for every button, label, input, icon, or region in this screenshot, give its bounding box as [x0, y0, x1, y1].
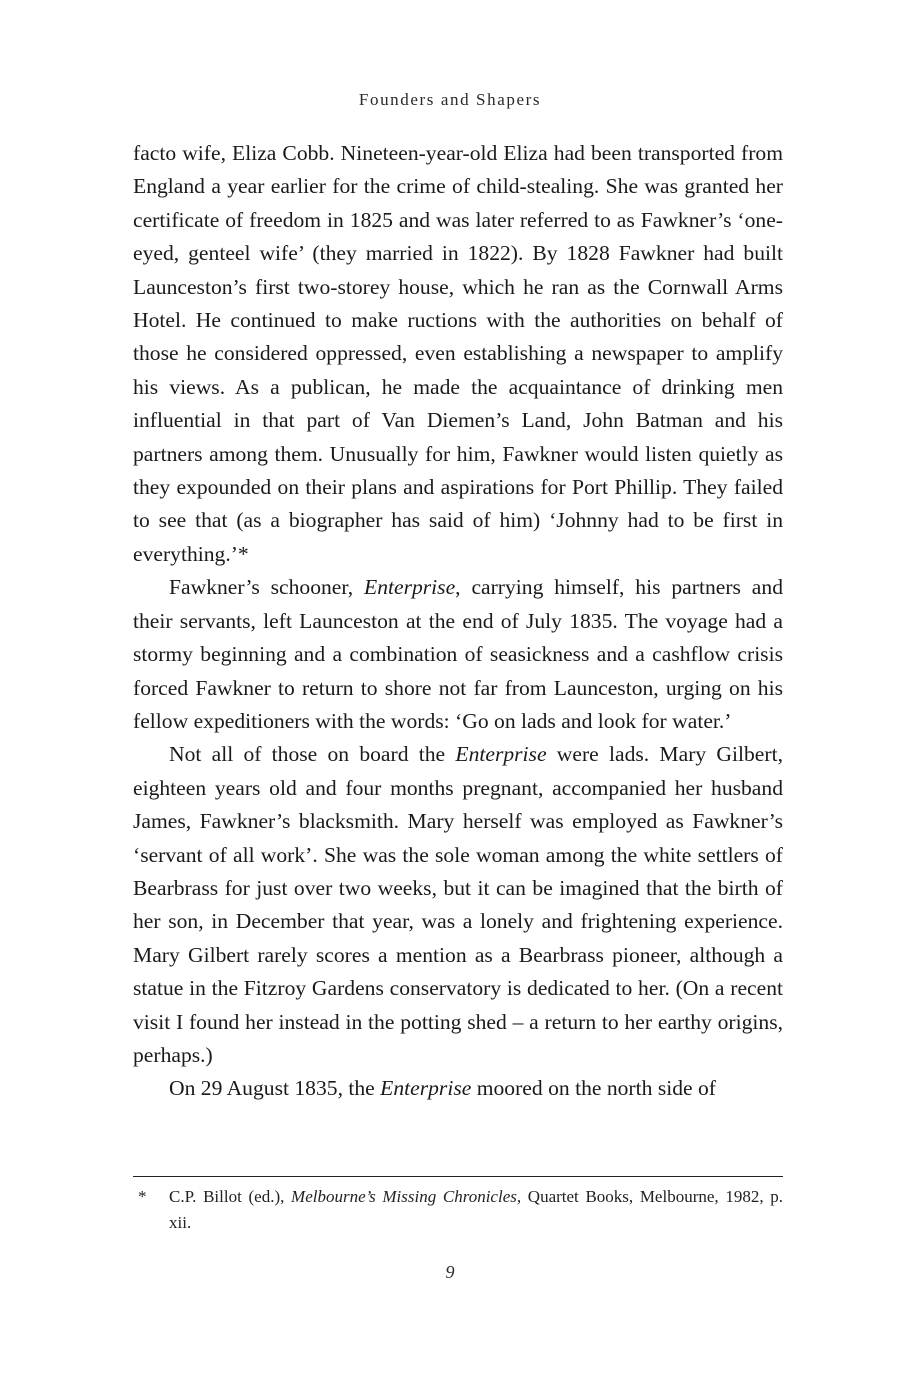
paragraph-2 — [133, 571, 783, 738]
paragraph-4-text-end: moored on the north side of — [471, 1076, 716, 1101]
page-number: 9 — [445, 1262, 455, 1282]
ship-name-italic: Enterprise — [364, 575, 456, 600]
paragraph-3-text-start: Not all of those on board the — [169, 742, 456, 767]
paragraph-2-text-start: Fawkner’s schooner, — [169, 575, 364, 600]
running-head: Founders and Shapers — [358, 90, 542, 109]
footnote-rule — [133, 1176, 783, 1177]
footnote-text-end: , Quartet Books, Melbourne, 1982, p. xii. — [169, 1187, 783, 1232]
ship-name-italic: Enterprise — [380, 1076, 472, 1101]
footnote-mark: * — [138, 1187, 147, 1206]
paragraph-4 — [133, 1072, 783, 1105]
footnote-book-title: Melbourne’s Missing Chronicles — [291, 1187, 517, 1206]
footnote-text — [169, 1184, 783, 1236]
paragraph-3 — [133, 738, 783, 1072]
ship-name-italic: Enterprise — [455, 742, 547, 767]
paragraph-3-text-end: were lads. Mary Gilbert, eighteen years old and four months pregnant, accompanied her husband James, Fawkner’s blacksmith. Mary herself was employed as Fawkner’s ‘servant of all work’. She was the sole woman among the white settlers of Bearbrass for just over two weeks, but it can be imagined that the birth of her son, in December that year, was a lonely and frightening experience. Mary Gilbert rarely scores a mention as a Bearbrass pioneer, although a statue in the Fitzroy Gardens conservatory is dedicated to her. (On a recent visit I found her instead in the potting shed – a return to her earthy origins, perhaps.) — [133, 742, 783, 1067]
paragraph-2-text-end: , carrying himself, his partners and their servants, left Launceston at the end of July 1835. The voyage had a stormy beginning and a combination of seasickness and a cashflow crisis forced Fawkner to return to shore not far from Launceston, urging on his fellow expeditioners with the words: ‘Go on lads and look for water.’ — [133, 575, 783, 733]
paragraph-4-text-start: On 29 August 1835, the — [169, 1076, 381, 1101]
body-text — [133, 137, 783, 1106]
footnote — [133, 1184, 783, 1236]
footnote-text-start: C.P. Billot (ed.), — [169, 1187, 292, 1206]
paragraph-1: facto wife, Eliza Cobb. Nineteen-year-old Eliza had been transported from England a year earlier for the crime of child-stealing. She was granted her certificate of freedom in 1825 and was later referred to as Fawkner’s ‘one-eyed, genteel wife’ (they married in 1822). By 1828 Fawkner had built Launceston’s first two-storey house, which he ran as the Cornwall Arms Hotel. He continued to make ructions with the authorities on behalf of those he considered oppressed, even establishing a newspaper to amplify his views. As a publican, he made the acquaintance of drinking men influential in that part of Van Diemen’s Land, John Batman and his partners among them. Unusually for him, Fawkner would listen quietly as they expounded on their plans and aspirations for Port Phillip. They failed to see that (as a biographer has said of him) ‘Johnny had to be first in everything.’* — [133, 141, 783, 566]
